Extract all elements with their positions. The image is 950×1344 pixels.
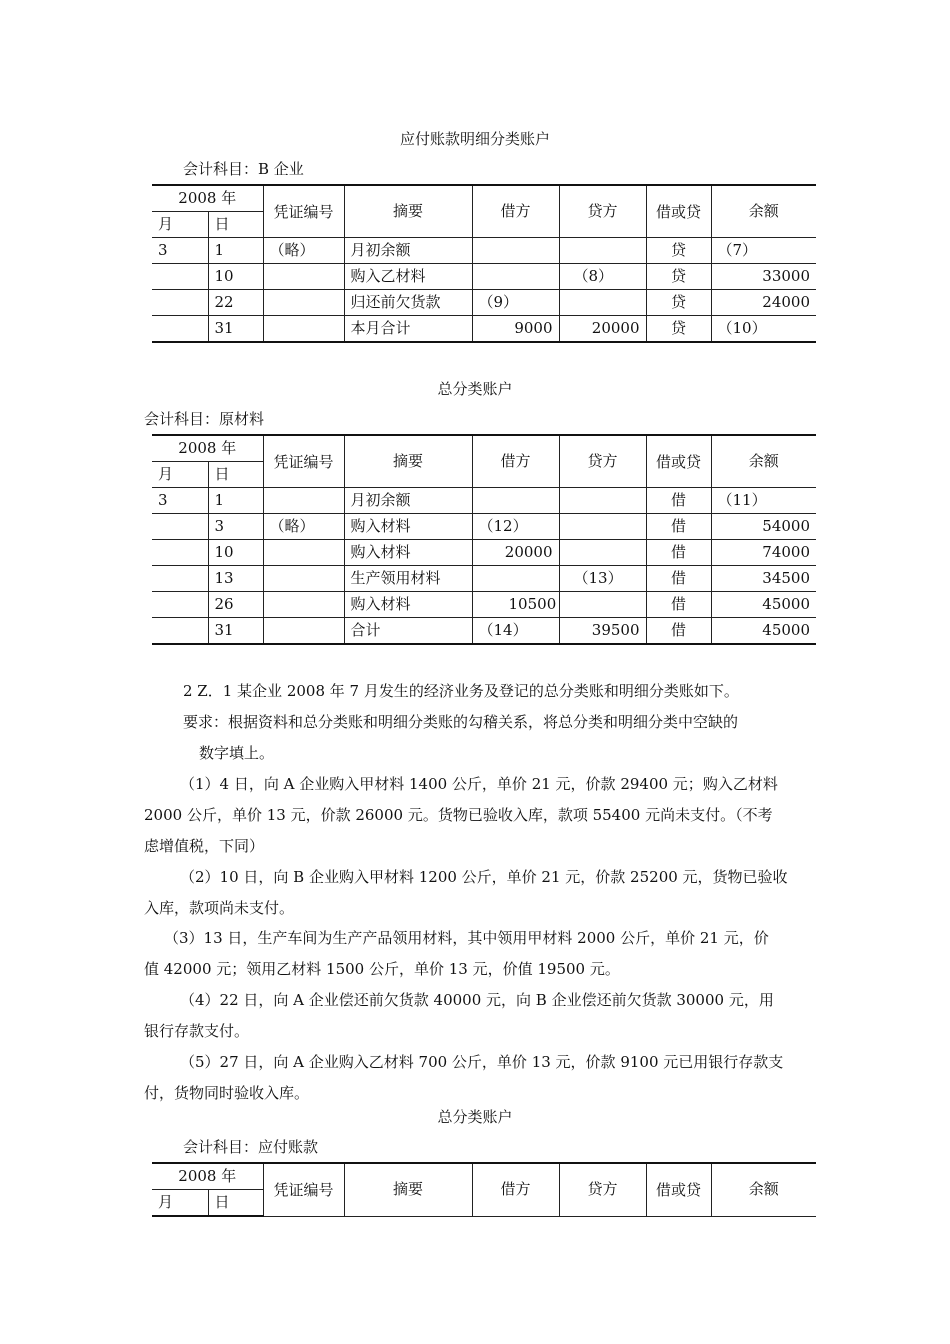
- balance-cell: 74000: [711, 540, 816, 566]
- month-cell: [152, 592, 208, 618]
- exercise-requirement-1: 要求：根据资料和总分类账和明细分类账的勾稽关系，将总分类和明细分类中空缺的: [183, 713, 739, 731]
- voucher-cell: [263, 290, 344, 316]
- header-row: [152, 185, 816, 212]
- balance-cell: （7）: [711, 238, 816, 264]
- voucher-header: 凭证编号: [263, 435, 344, 488]
- voucher-cell: [263, 488, 344, 514]
- year-header: 2008 年: [152, 435, 263, 462]
- summary-cell: 月初余额: [344, 238, 472, 264]
- voucher-cell: [263, 618, 344, 645]
- table-row: [152, 540, 816, 566]
- summary-cell: 购入材料: [344, 540, 472, 566]
- debit-cell: [472, 238, 559, 264]
- month-cell: [152, 514, 208, 540]
- ledger1-subject: 会计科目：B 企业: [183, 160, 304, 178]
- summary-cell: 购入材料: [344, 592, 472, 618]
- credit-cell: （8）: [559, 264, 646, 290]
- item-4-line-2: 银行存款支付。: [144, 1022, 250, 1040]
- balance-cell: （10）: [711, 316, 816, 343]
- month-cell: 3: [152, 238, 208, 264]
- dr-cr-cell: 借: [646, 592, 711, 618]
- ledger2-table: [152, 434, 816, 645]
- credit-cell: [559, 540, 646, 566]
- month-cell: [152, 316, 208, 343]
- item-4-line-1: （4）22 日，向 A 企业偿还前欠货款 40000 元，向 B 企业偿还前欠货款 30000 元，用: [180, 991, 774, 1009]
- debit-cell: （9）: [472, 290, 559, 316]
- voucher-cell: [263, 540, 344, 566]
- debit-cell: [472, 264, 559, 290]
- year-header: 2008 年: [152, 185, 263, 212]
- ledger3-title: 总分类账户: [437, 1108, 513, 1126]
- day-cell: 26: [208, 592, 263, 618]
- day-header: 日: [208, 1190, 263, 1217]
- month-header: 月: [152, 1190, 208, 1217]
- day-cell: 13: [208, 566, 263, 592]
- summary-cell: 归还前欠货款: [344, 290, 472, 316]
- item-3-line-2: 值 42000 元；领用乙材料 1500 公斤，单价 13 元，价值 19500 元。: [144, 960, 620, 978]
- summary-header: 摘要: [344, 1163, 472, 1216]
- table-row: [152, 514, 816, 540]
- month-header: 月: [152, 462, 208, 488]
- balance-cell: 33000: [711, 264, 816, 290]
- debit-header: 借方: [472, 185, 559, 238]
- day-header: 日: [208, 212, 263, 238]
- summary-cell: 生产领用材料: [344, 566, 472, 592]
- ledger3-subject: 会计科目：应付账款: [183, 1138, 319, 1156]
- month-cell: [152, 264, 208, 290]
- item-2-line-2: 入库，款项尚未支付。: [144, 899, 295, 917]
- dr-cr-cell: 借: [646, 488, 711, 514]
- ledger2-subject: 会计科目：原材料: [144, 410, 265, 428]
- debit-cell: （14）: [472, 618, 559, 645]
- day-cell: 3: [208, 514, 263, 540]
- table-row: [152, 566, 816, 592]
- debit-header: 借方: [472, 1163, 559, 1216]
- table-row: [152, 488, 816, 514]
- debit-cell: [472, 566, 559, 592]
- debit-cell: 9000: [472, 316, 559, 343]
- balance-cell: （11）: [711, 488, 816, 514]
- balance-header: 余额: [711, 435, 816, 488]
- balance-cell: 34500: [711, 566, 816, 592]
- table-row: [152, 592, 816, 618]
- summary-cell: 购入材料: [344, 514, 472, 540]
- day-cell: 31: [208, 316, 263, 343]
- debit-cell: （12）: [472, 514, 559, 540]
- credit-header: 贷方: [559, 185, 646, 238]
- table-row: [152, 316, 816, 343]
- credit-cell: 39500: [559, 618, 646, 645]
- credit-cell: 20000: [559, 316, 646, 343]
- voucher-header: 凭证编号: [263, 1163, 344, 1216]
- voucher-header: 凭证编号: [263, 185, 344, 238]
- credit-header: 贷方: [559, 1163, 646, 1216]
- balance-header: 余额: [711, 1163, 816, 1216]
- item-2-line-1: （2）10 日，向 B 企业购入甲材料 1200 公斤，单价 21 元，价款 25200 元，货物已验收: [180, 868, 788, 886]
- balance-cell: 24000: [711, 290, 816, 316]
- voucher-cell: [263, 264, 344, 290]
- dr-cr-header: 借或贷: [646, 435, 711, 488]
- table-row: [152, 264, 816, 290]
- voucher-cell: （略）: [263, 238, 344, 264]
- item-3-line-1: （3）13 日，生产车间为生产产品领用材料，其中领用甲材料 2000 公斤，单价 21 元，价: [164, 929, 769, 947]
- exercise-requirement-2: 数字填上。: [199, 744, 275, 762]
- dr-cr-cell: 借: [646, 618, 711, 645]
- table-row: [152, 238, 816, 264]
- dr-cr-cell: 借: [646, 514, 711, 540]
- ledger2-title: 总分类账户: [437, 380, 513, 398]
- dr-cr-cell: 借: [646, 540, 711, 566]
- month-cell: [152, 618, 208, 645]
- balance-cell: 45000: [711, 618, 816, 645]
- dr-cr-cell: 贷: [646, 290, 711, 316]
- dr-cr-cell: 贷: [646, 264, 711, 290]
- month-cell: 3: [152, 488, 208, 514]
- voucher-cell: [263, 316, 344, 343]
- balance-cell: 45000: [711, 592, 816, 618]
- day-cell: 10: [208, 540, 263, 566]
- credit-cell: [559, 488, 646, 514]
- dr-cr-cell: 贷: [646, 238, 711, 264]
- header-row: [152, 1163, 816, 1190]
- item-5-line-2: 付，货物同时验收入库。: [144, 1084, 310, 1102]
- dr-cr-header: 借或贷: [646, 185, 711, 238]
- summary-header: 摘要: [344, 435, 472, 488]
- day-cell: 22: [208, 290, 263, 316]
- debit-cell: 20000: [472, 540, 559, 566]
- day-cell: 10: [208, 264, 263, 290]
- balance-cell: 54000: [711, 514, 816, 540]
- summary-cell: 购入乙材料: [344, 264, 472, 290]
- dr-cr-header: 借或贷: [646, 1163, 711, 1216]
- day-cell: 1: [208, 238, 263, 264]
- credit-cell: [559, 290, 646, 316]
- day-header: 日: [208, 462, 263, 488]
- month-cell: [152, 290, 208, 316]
- voucher-cell: [263, 566, 344, 592]
- day-cell: 1: [208, 488, 263, 514]
- table-row: [152, 290, 816, 316]
- dr-cr-cell: 贷: [646, 316, 711, 343]
- month-cell: [152, 566, 208, 592]
- day-cell: 31: [208, 618, 263, 645]
- credit-header: 贷方: [559, 435, 646, 488]
- item-5-line-1: （5）27 日，向 A 企业购入乙材料 700 公斤，单价 13 元，价款 9100 元已用银行存款支: [180, 1053, 784, 1071]
- summary-cell: 月初余额: [344, 488, 472, 514]
- summary-cell: 合计: [344, 618, 472, 645]
- balance-header: 余额: [711, 185, 816, 238]
- credit-cell: [559, 238, 646, 264]
- ledger3-table: [152, 1162, 816, 1217]
- debit-cell: [472, 488, 559, 514]
- summary-cell: 本月合计: [344, 316, 472, 343]
- debit-cell: 10500: [472, 592, 559, 618]
- voucher-cell: （略）: [263, 514, 344, 540]
- item-1-line-2: 2000 公斤，单价 13 元，价款 26000 元。货物已验收入库，款项 55400 元尚未支付。（不考: [144, 806, 773, 824]
- item-1-line-3: 虑增值税，下同）: [144, 837, 265, 855]
- credit-cell: （13）: [559, 566, 646, 592]
- item-1-line-1: （1）4 日，向 A 企业购入甲材料 1400 公斤，单价 21 元，价款 29400 元；购入乙材料: [180, 775, 778, 793]
- dr-cr-cell: 借: [646, 566, 711, 592]
- credit-cell: [559, 592, 646, 618]
- ledger1-table: [152, 184, 816, 343]
- header-row: [152, 435, 816, 462]
- summary-header: 摘要: [344, 185, 472, 238]
- month-header: 月: [152, 212, 208, 238]
- table-row: [152, 618, 816, 645]
- ledger1-title: 应付账款明细分类账户: [399, 130, 550, 148]
- year-header: 2008 年: [152, 1163, 263, 1190]
- month-cell: [152, 540, 208, 566]
- exercise-heading: 2 Z．1 某企业 2008 年 7 月发生的经济业务及登记的总分类账和明细分类账如下。: [183, 682, 739, 700]
- credit-cell: [559, 514, 646, 540]
- debit-header: 借方: [472, 435, 559, 488]
- voucher-cell: [263, 592, 344, 618]
